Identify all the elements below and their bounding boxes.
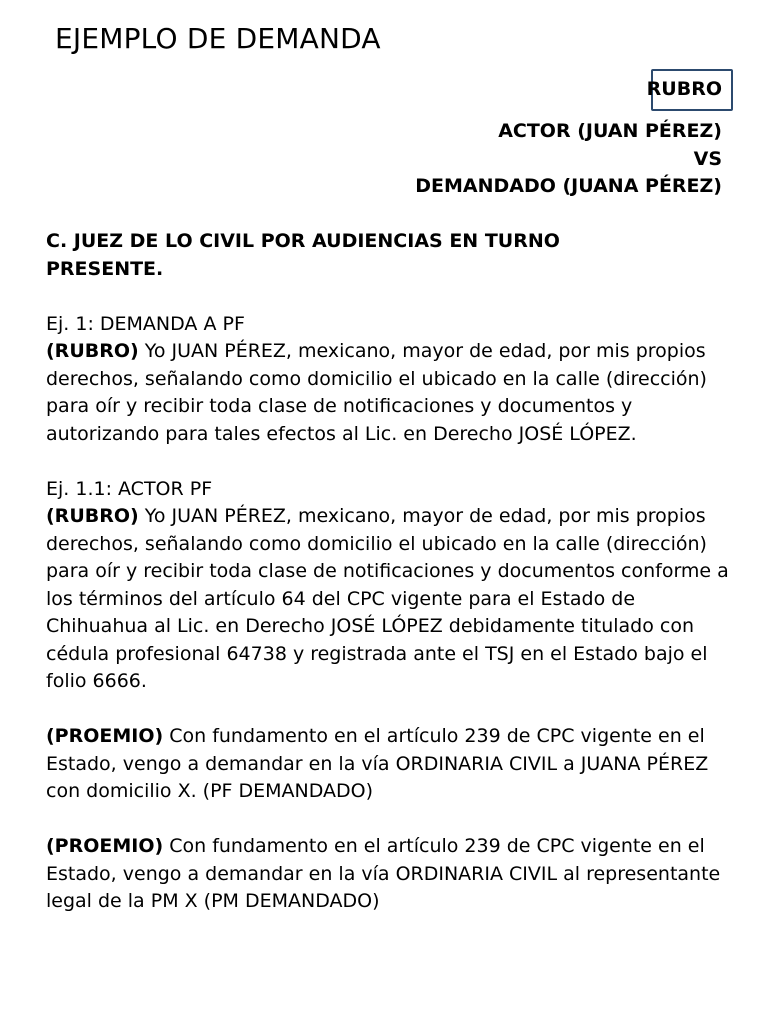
demandado-line: DEMANDADO (JUANA PÉREZ)	[415, 175, 722, 197]
proemio-body: Con fundamento en el artículo 239 de CPC vigente en el Estado, vengo a demandar en la vía ORDINARIA CIVIL al representante legal de la PM X (PM DEMANDADO)	[46, 835, 721, 912]
proemio-paragraph-1	[46, 723, 736, 806]
proemio-tag: (PROEMIO)	[46, 725, 164, 747]
document-body	[46, 228, 736, 943]
vs-line: VS	[693, 147, 722, 170]
addressee	[46, 228, 736, 283]
example-paragraph-2	[46, 476, 736, 696]
rubro-tag: (RUBRO)	[46, 340, 139, 362]
proemio-tag: (PROEMIO)	[46, 835, 164, 857]
example-body: Yo JUAN PÉREZ, mexicano, mayor de edad, por mis propios derechos, señalando como domicilio el ubicado en la calle (dirección) para oír y recibir toda clase de notificaciones y documentos conforme a los términos del artículo 64 del CPC vigente para el Estado de Chihuahua al Lic. en Derecho JOSÉ LÓPEZ debidamente titulado con cédula profesional 64738 y registrada ante el TSJ en el Estado bajo el folio 6666.	[46, 505, 729, 692]
example-paragraph-1	[46, 311, 736, 449]
addressee-line1: C. JUEZ DE LO CIVIL POR AUDIENCIAS EN TURNO	[46, 230, 560, 252]
rubro-tag: (RUBRO)	[46, 505, 139, 527]
example-heading: Ej. 1.1: ACTOR PF	[46, 477, 213, 500]
document-title: EJEMPLO DE DEMANDA	[55, 22, 381, 55]
rubro-label: RUBRO	[646, 78, 722, 100]
addressee-line2: PRESENTE.	[46, 257, 164, 280]
example-body: Yo JUAN PÉREZ, mexicano, mayor de edad, por mis propios derechos, señalando como domicilio el ubicado en la calle (dirección) para oír y recibir toda clase de notificaciones y documentos y autorizando para tales efectos al Lic. en Derecho JOSÉ LÓPEZ.	[46, 340, 707, 445]
proemio-body: Con fundamento en el artículo 239 de CPC vigente en el Estado, vengo a demandar en la vía ORDINARIA CIVIL a JUANA PÉREZ con domicilio X. (PF DEMANDADO)	[46, 725, 709, 802]
proemio-paragraph-2	[46, 833, 736, 916]
actor-line: ACTOR (JUAN PÉREZ)	[498, 120, 722, 142]
parties-block	[415, 118, 722, 201]
example-heading: Ej. 1: DEMANDA A PF	[46, 312, 245, 335]
